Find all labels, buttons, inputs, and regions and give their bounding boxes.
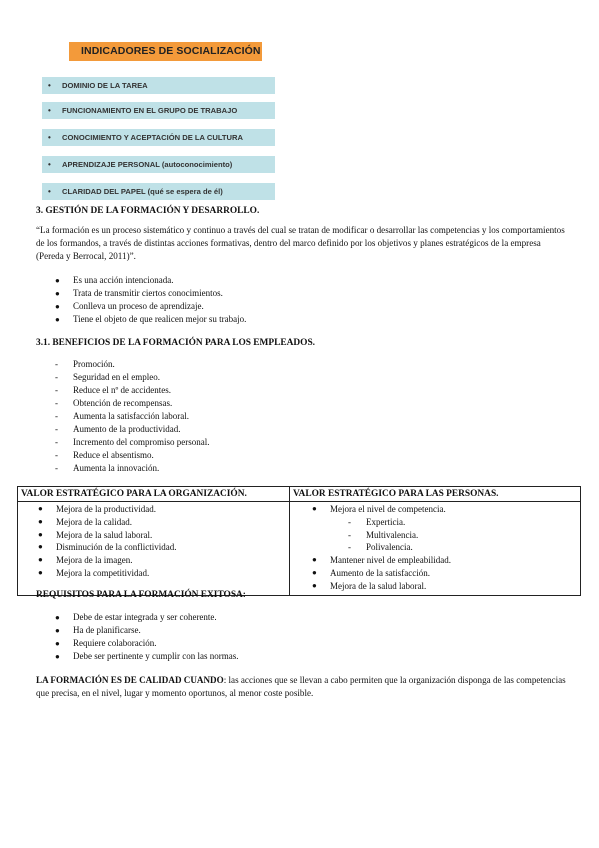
- list-item: ● Requiere colaboración.: [55, 638, 157, 648]
- calidad-lead: LA FORMACIÓN ES DE CALIDAD CUANDO: [36, 675, 224, 685]
- section-31-heading: 3.1. BENEFICIOS DE LA FORMACIÓN PARA LOS EMPLEADOS.: [36, 338, 316, 348]
- list-item: ● Aumento de la satisfacción.: [312, 567, 430, 578]
- indicator-box: [42, 156, 275, 173]
- list-item: ● Mejora de la calidad.: [38, 516, 132, 527]
- bullet-icon: ●: [55, 302, 60, 311]
- list-item: - Reduce el nº de accidentes.: [55, 385, 171, 395]
- list-item: ● Conlleva un proceso de aprendizaje.: [55, 301, 204, 311]
- list-item: - Seguridad en el empleo.: [55, 372, 160, 382]
- list-item: - Promoción.: [55, 359, 115, 369]
- calidad-paragraph: [36, 674, 566, 700]
- list-item: - Aumenta la satisfacción laboral.: [55, 411, 189, 421]
- list-item: ● Mejora la competitividad.: [38, 567, 150, 578]
- section-3-bullets: [55, 274, 455, 326]
- indicator-box: [42, 77, 275, 94]
- bullet-icon: •: [48, 106, 51, 115]
- requisitos-list: [55, 611, 455, 663]
- indicator-label: CONOCIMIENTO Y ACEPTACIÓN DE LA CULTURA: [62, 133, 243, 142]
- bullet-icon: ●: [55, 639, 60, 648]
- list-item: - Incremento del compromiso personal.: [55, 437, 210, 447]
- list-item: ● Debe ser pertinente y cumplir con las normas.: [55, 651, 239, 661]
- list-item: ● Mantener nivel de empleabilidad.: [312, 555, 451, 566]
- list-item: ● Ha de planificarse.: [55, 625, 141, 635]
- calidad-text: : las acciones que se llevan a cabo permiten que la organización disponga de las competencias que precisa, en el nivel, lugar y momento oportunos, al menor coste posible.: [36, 675, 566, 698]
- list-item: ● Trata de transmitir ciertos conocimientos.: [55, 288, 223, 298]
- list-item: ● Mejora de la imagen.: [38, 555, 133, 566]
- requisitos-heading: REQUISITOS PARA LA FORMACIÓN EXITOSA:: [36, 590, 246, 600]
- list-item: - Aumenta la innovación.: [55, 463, 160, 473]
- indicator-box: [42, 129, 275, 146]
- bullet-icon: •: [48, 81, 51, 90]
- list-item: ● Debe de estar integrada y ser coherente.: [55, 612, 217, 622]
- bullet-icon: •: [48, 160, 51, 169]
- bullet-icon: ●: [55, 652, 60, 661]
- list-item: - Aumento de la productividad.: [55, 424, 181, 434]
- bullet-icon: •: [48, 187, 51, 196]
- sub-list-item: - Polivalencia.: [348, 542, 413, 553]
- bullet-icon: ●: [55, 626, 60, 635]
- table-cell-people: [290, 502, 581, 596]
- section-3-quote: “La formación es un proceso sistemático y continuo a través del cual se tratan de modificar o desarrollar las competencias y los comportamientos de los formandos, a través de distintas acciones formativas, dentro del marco definido por los objetivos y planes estratégicos de la empresa (Pereda y Berrocal, 2011)”.: [36, 225, 565, 261]
- table-header-people: VALOR ESTRATÉGICO PARA LAS PERSONAS.: [290, 487, 581, 502]
- list-item: ● Mejora de la productividad.: [38, 504, 156, 514]
- benefits-list: [55, 358, 455, 475]
- list-item: ● Es una acción intencionada.: [55, 275, 174, 285]
- bullet-icon: ●: [55, 276, 60, 285]
- table-cell-organization: [18, 502, 290, 596]
- indicators-banner: INDICADORES DE SOCIALIZACIÓN: [69, 42, 262, 61]
- indicator-label: APRENDIZAJE PERSONAL (autoconocimiento): [62, 160, 233, 169]
- section-3-heading: 3. GESTIÓN DE LA FORMACIÓN Y DESARROLLO.: [36, 206, 260, 216]
- strategic-value-table: [17, 486, 581, 596]
- indicator-box: [42, 102, 275, 119]
- table-header-organization: VALOR ESTRATÉGICO PARA LA ORGANIZACIÓN.: [18, 487, 290, 502]
- indicator-label: CLARIDAD DEL PAPEL (qué se espera de él): [62, 187, 223, 196]
- list-item: ● Disminución de la conflictividad.: [38, 542, 177, 553]
- list-item: ● Tiene el objeto de que realicen mejor su trabajo.: [55, 314, 247, 324]
- list-item: ● Mejora de la salud laboral.: [38, 529, 153, 540]
- list-item: - Reduce el absentismo.: [55, 450, 154, 460]
- bullet-icon: ●: [55, 289, 60, 298]
- list-item: ● Mejora el nivel de competencia.: [312, 504, 446, 514]
- indicator-label: FUNCIONAMIENTO EN EL GRUPO DE TRABAJO: [62, 106, 238, 115]
- sub-list-item: - Experticia.: [348, 516, 406, 527]
- indicator-label: DOMINIO DE LA TAREA: [62, 81, 148, 90]
- bullet-icon: ●: [55, 613, 60, 622]
- bullet-icon: •: [48, 133, 51, 142]
- sub-list-item: - Multivalencia.: [348, 529, 419, 540]
- list-item: - Obtención de recompensas.: [55, 398, 173, 408]
- indicator-box: [42, 183, 275, 200]
- bullet-icon: ●: [55, 315, 60, 324]
- list-item: ● Mejora de la salud laboral.: [312, 580, 427, 591]
